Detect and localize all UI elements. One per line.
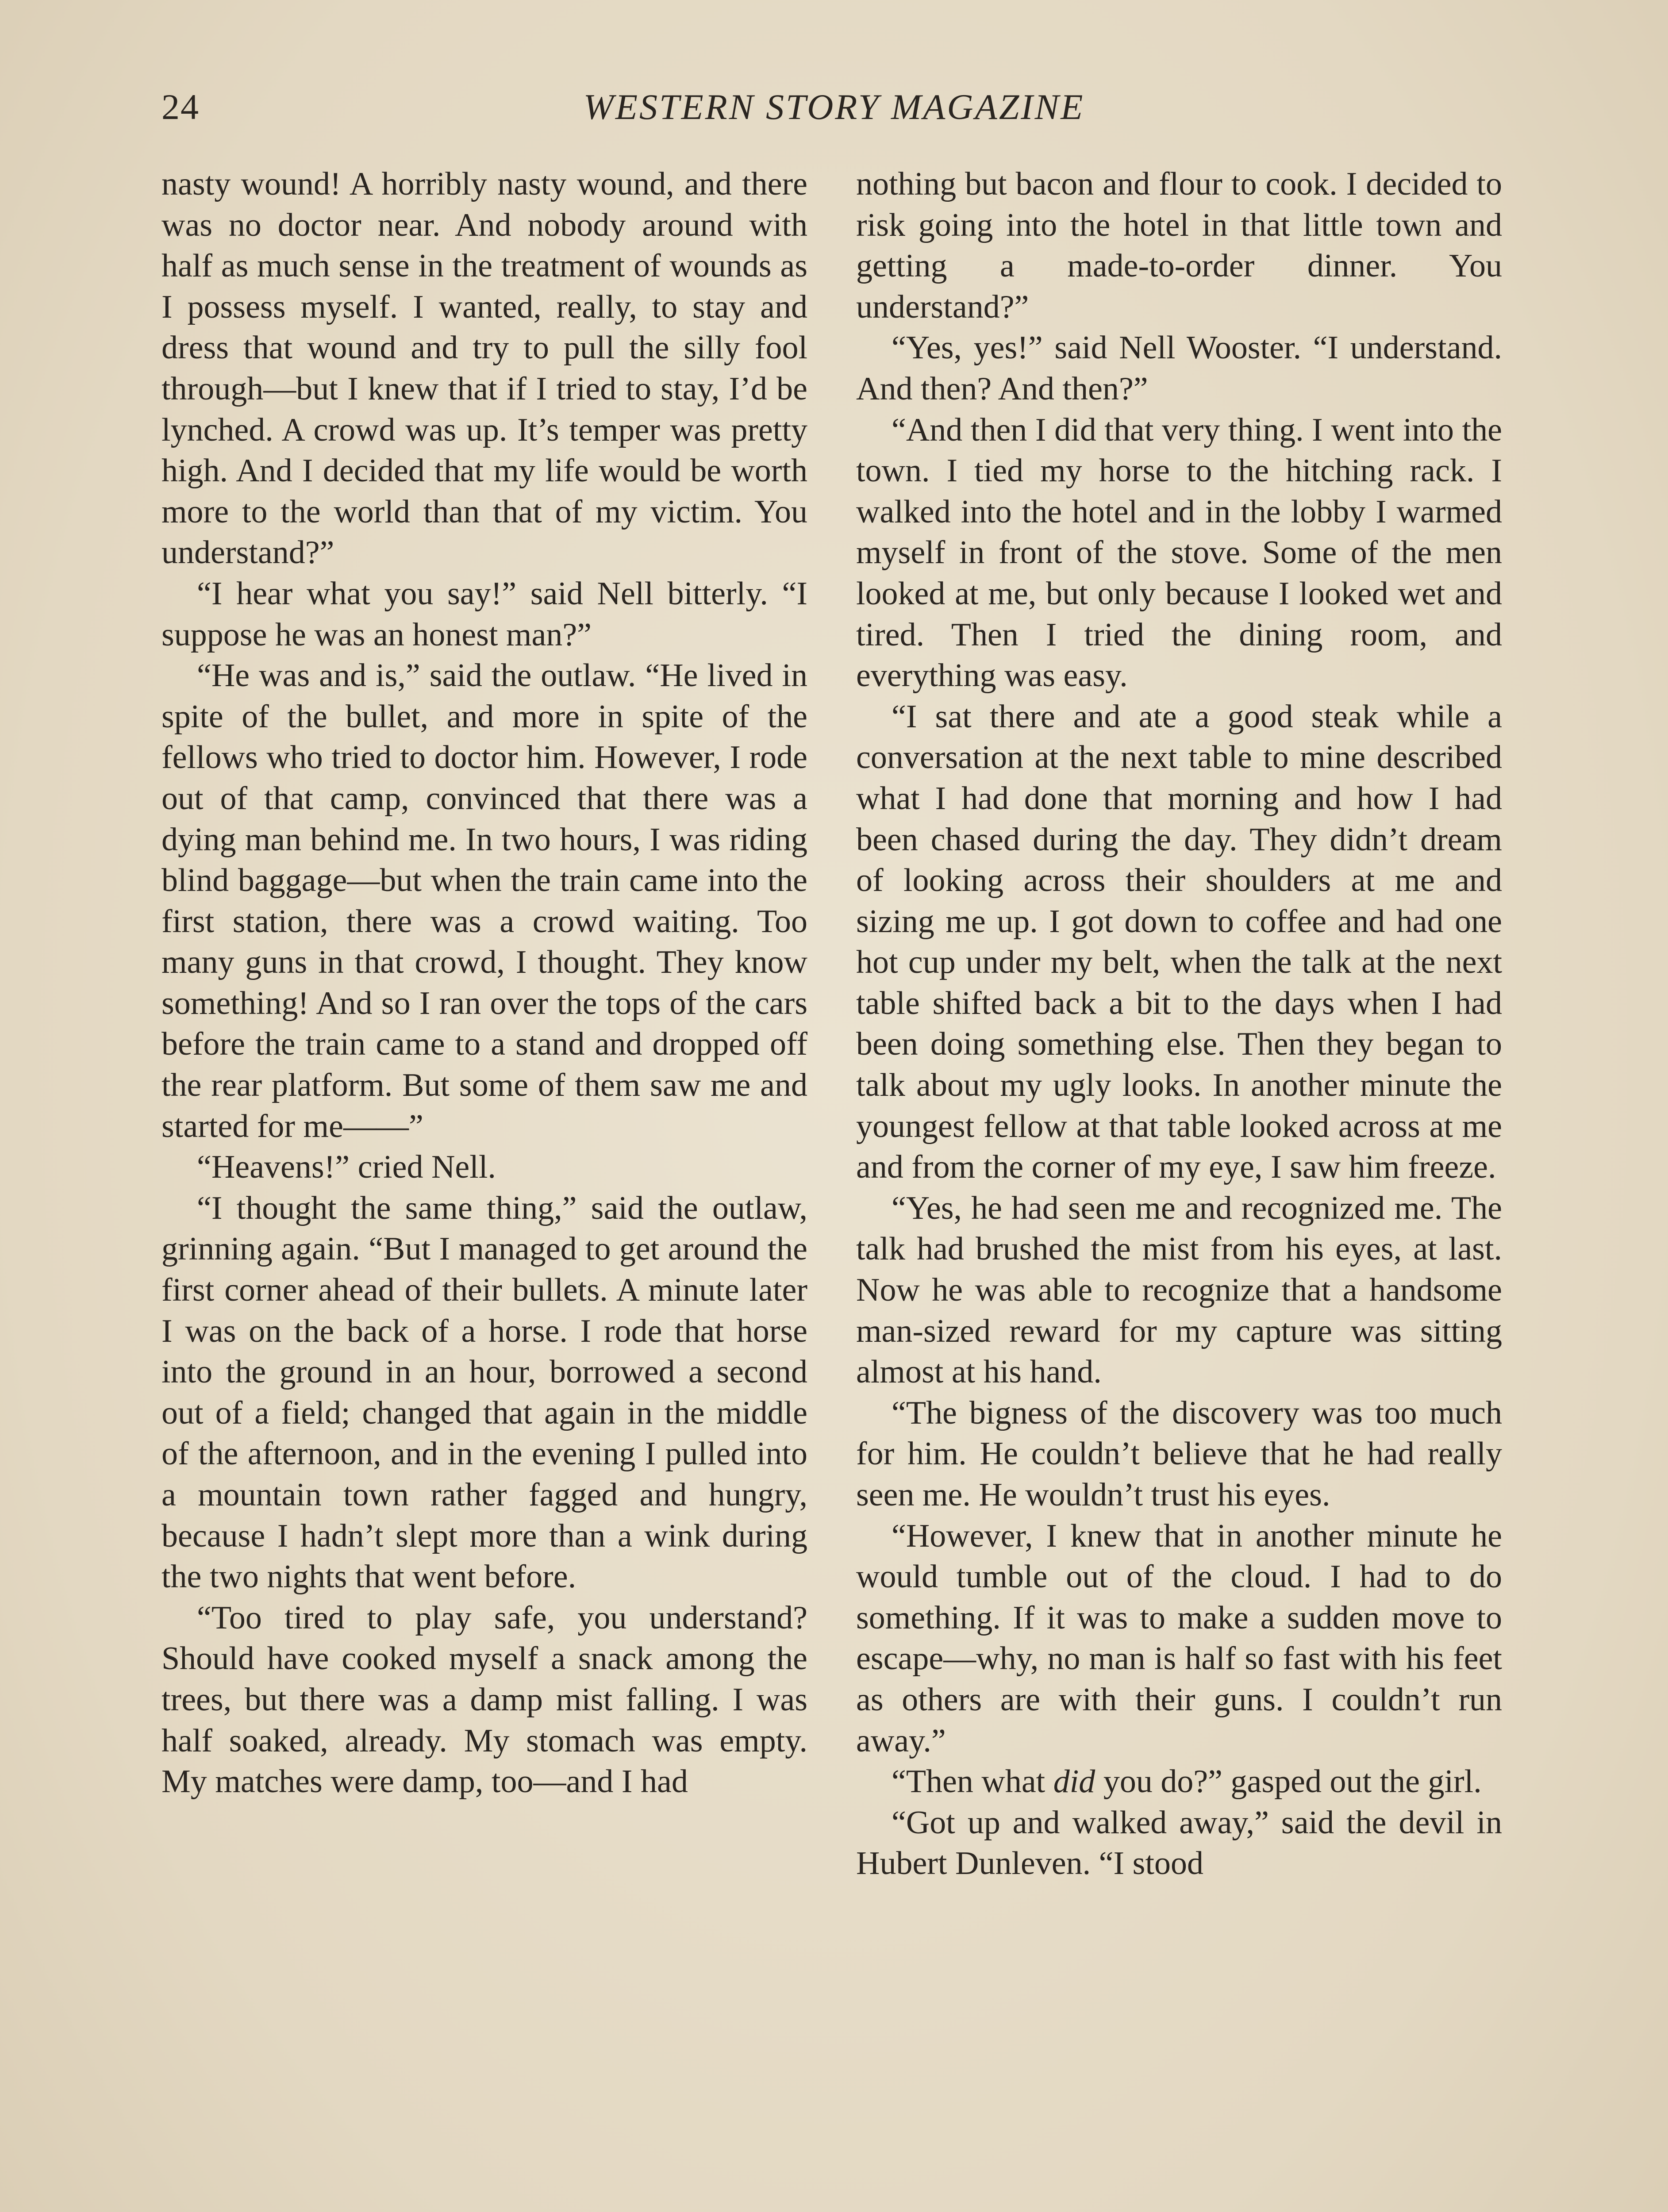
paragraph: “Too tired to play safe, you understand? Should have cooked myself a snack among the trees, but there was a damp mist falling. I was half soaked, already. My stomach was empty. My matches were damp, too—and I had xyxy=(161,1599,807,1800)
page-header xyxy=(161,86,1507,135)
paragraph: “Heavens!” cried Nell. xyxy=(197,1149,496,1186)
paragraph: “Got up and walked away,” said the devil in Hubert Dunleven. “I stood xyxy=(856,1804,1502,1882)
paragraph: “The bigness of the discovery was too much for him. He couldn’t believe that he had really seen me. He wouldn’t trust his eyes. xyxy=(856,1394,1502,1513)
paragraph: “And then I did that very thing. I went into the town. I tied my horse to the hitching rack. I walked into the hotel and in the lobby I warmed myself in front of the stove. Some of the men looked at me, but only because I looked wet and tired. Then I tried the dining room, and everything was easy. xyxy=(856,411,1502,694)
paragraph-with-italic: “Then what did you do?” gasped out the girl. xyxy=(892,1763,1482,1800)
paragraph: “I thought the same thing,” said the outlaw, grinning again. “But I managed to get around the first corner ahead of their bullets. A minute later I was on the back of a horse. I rode that horse into the ground in an hour, borrowed a second out of a field; changed that again in the middle of the afternoon, and in the evening I pulled into a mountain town rather fagged and hungry, because I hadn’t slept more than a wink during the two nights that went before. xyxy=(161,1190,807,1595)
page-number: 24 xyxy=(161,87,200,127)
left-column xyxy=(161,164,807,1802)
paragraph: “However, I knew that in another minute he would tumble out of the cloud. I had to do something. If it was to make a sudden move to escape—why, no man is half so fast with his feet as others are with their guns. I couldn’t run away.” xyxy=(856,1517,1502,1759)
paragraph: “I sat there and ate a good steak while a conversation at the next table to mine described what I had done that morning and how I had been chased during the day. They didn’t dream of looking across their shoulders at me and sizing me up. I got down to coffee and had one hot cup under my belt, when the talk at the next table shifted back a bit to the days when I had been doing something else. Then they began to talk about my ugly looks. In another minute the youngest fellow at that table looked across at me and from the corner of my eye, I saw him freeze. xyxy=(856,698,1502,1186)
paragraph: “Yes, he had seen me and recognized me. The talk had brushed the mist from his eyes, at last. Now he was able to recognize that a handsome man-sized reward for my capture was sitting almost at his hand. xyxy=(856,1190,1502,1390)
paragraph: “Yes, yes!” said Nell Wooster. “I understand. And then? And then?” xyxy=(856,330,1502,407)
paragraph: nasty wound! A horribly nasty wound, and there was no doctor near. And nobody around with half as much sense in the treatment of wounds as I possess myself. I wanted, really, to stay and dress that wound and try to pull the silly fool through—but I knew that if I tried to stay, I’d be lynched. A crowd was up. It’s temper was pretty high. And I decided that my life would be worth more to the world than that of my victim. You understand?” xyxy=(161,166,807,571)
right-column xyxy=(856,164,1502,1884)
paragraph: nothing but bacon and flour to cook. I decided to risk going into the hotel in that little town and getting a made-to-order dinner. You understand?” xyxy=(856,166,1502,325)
paragraph: “He was and is,” said the outlaw. “He lived in spite of the bullet, and more in spite of the fellows who tried to doctor him. However, I rode out of that camp, convinced that there was a dying man behind me. In two hours, I was riding blind baggage—but when the train came into the first station, there was a crowd waiting. Too many guns in that crowd, I thought. They know something! And so I ran over the tops of the cars before the train came to a stand and dropped off the rear platform. But some of them saw me and started for me——” xyxy=(161,657,807,1144)
italic-emphasis: did xyxy=(1053,1763,1095,1800)
paragraph: “I hear what you say!” said Nell bitterly. “I suppose he was an honest man?” xyxy=(161,575,807,653)
running-head: WESTERN STORY MAGAZINE xyxy=(583,87,1085,127)
